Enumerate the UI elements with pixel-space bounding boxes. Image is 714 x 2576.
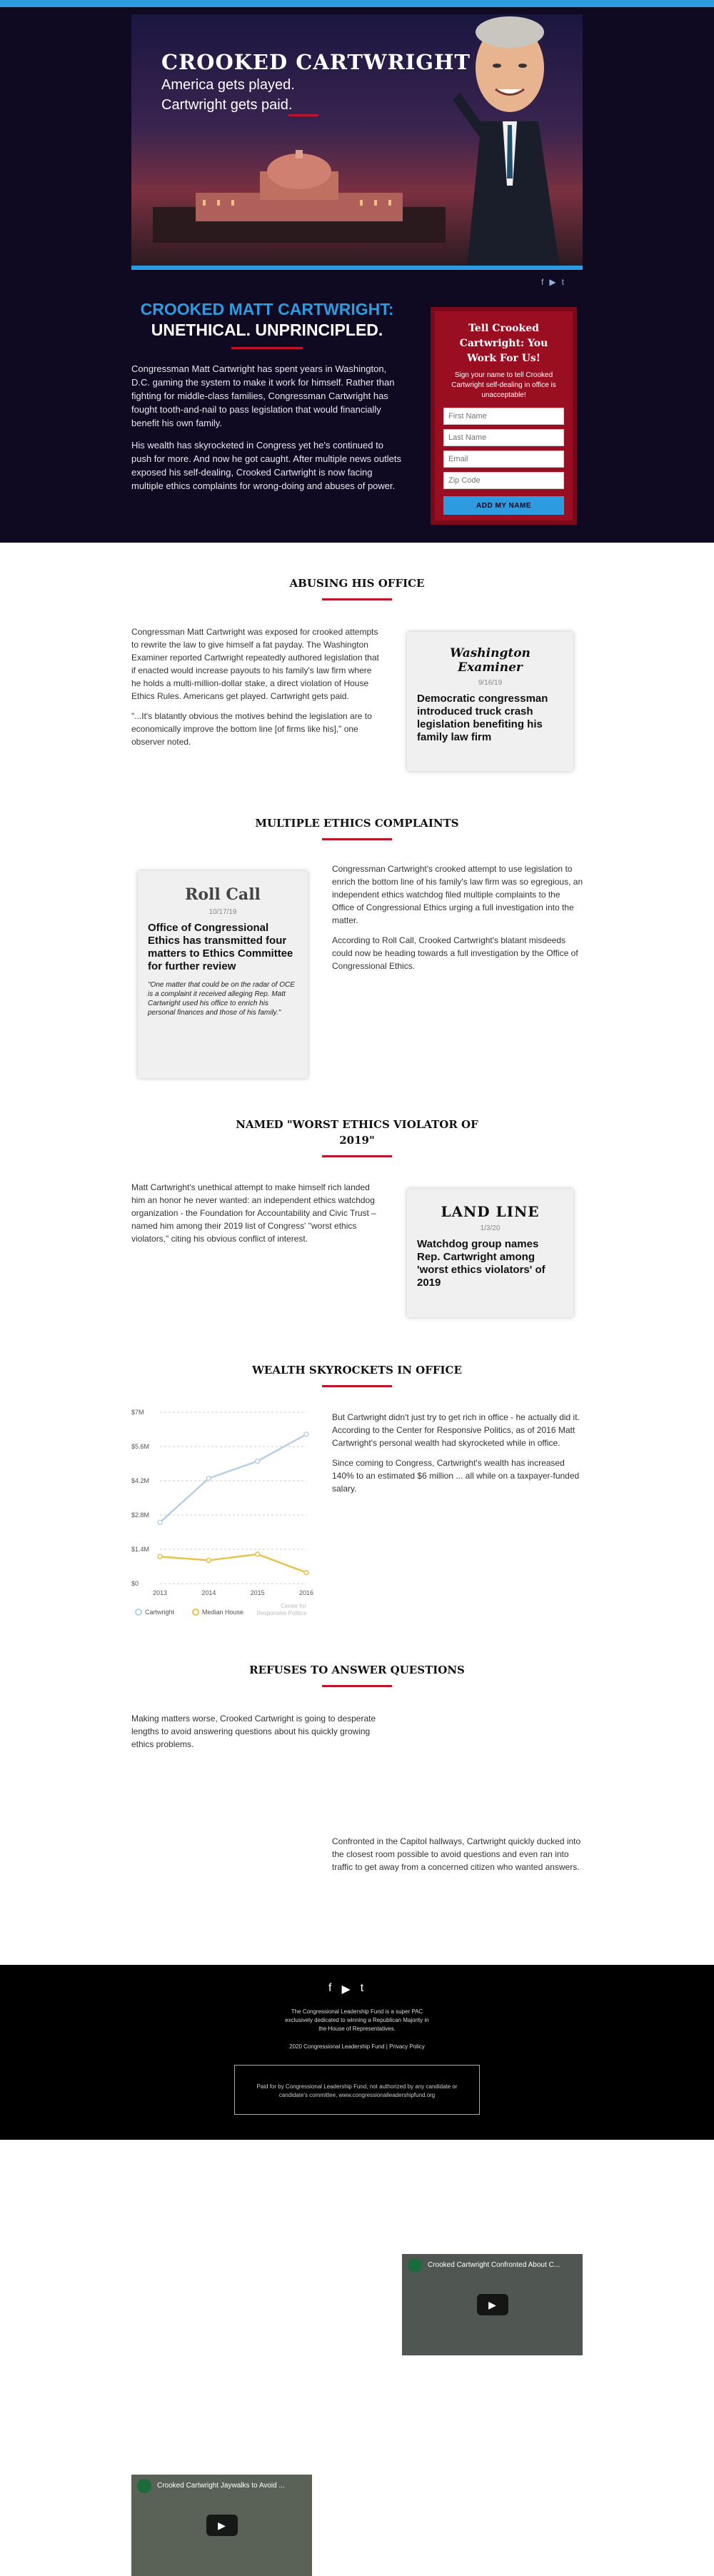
- play-button-icon[interactable]: ▶: [206, 2515, 238, 2536]
- series-line-median-house: [160, 1554, 306, 1573]
- data-point: [256, 1552, 260, 1556]
- clipping-headline: Democratic congressman introduced truck crash legislation benefiting his family law firm: [417, 693, 548, 743]
- hero-banner: [131, 14, 583, 268]
- legend-label: Cartwright: [145, 1609, 175, 1616]
- clipping-quote: "One matter that could be on the radar of OCE is a complaint it received alleging Rep. Matt Cartwright used his office to enrich his personal finances and those of his family.": [148, 981, 295, 1017]
- section-divider: [322, 838, 392, 840]
- capitol-illustration: [153, 150, 446, 243]
- section-heading-line-2: 2019": [339, 1134, 375, 1147]
- section-divider: [322, 598, 392, 600]
- clipping-headline: Office of Congressional Ethics has transmitted four matters to Ethics Committee for further review: [148, 922, 293, 972]
- section-heading: REFUSES TO ANSWER QUESTIONS: [249, 1664, 465, 1676]
- data-point: [206, 1558, 211, 1562]
- section-abusing-office: [0, 577, 714, 600]
- play-button-icon[interactable]: ▶: [477, 2294, 508, 2315]
- channel-avatar: [408, 2258, 422, 2273]
- legend-marker: [193, 1609, 198, 1615]
- hero-subtitle-2: Cartwright gets paid.: [161, 97, 293, 113]
- intro-paragraph-2: His wealth has skyrocketed in Congress yet he's continued to push for more. And now he got caught. After multiple news outlets exposed his self-dealing, Crooked Cartwright is now facing multiple ethics complaints for wrong-doing and abuses of power.: [131, 440, 401, 491]
- section-heading: ABUSING HIS OFFICE: [289, 577, 425, 590]
- data-point: [206, 1476, 211, 1481]
- facebook-icon[interactable]: f: [328, 1982, 332, 1994]
- footer-social-links: [328, 1982, 363, 1996]
- section-heading-line-1: NAMED "WORST ETHICS VIOLATOR OF: [236, 1118, 478, 1131]
- video-title: Crooked Cartwright Jaywalks to Avoid ...: [157, 2482, 285, 2490]
- zip-code-field[interactable]: [443, 472, 564, 489]
- intro-paragraph-1: Congressman Matt Cartwright has spent years in Washington, D.C. gaming the system to make it work for himself. Rather than fighting for middle-class families, Congressman Cartwright has fought tooth-and-nail to pass legislation that would financially benefit his own family.: [131, 363, 395, 428]
- intro-heading-2: UNETHICAL. UNPRINCIPLED.: [151, 321, 383, 339]
- section1-paragraph-2: "...It's blatantly obvious the motives behind the legislation are to economically improve the bottom line [of firms like his]," one observer noted.: [131, 711, 372, 747]
- section-divider: [322, 1385, 392, 1387]
- video-player-jaywalks[interactable]: [131, 2475, 312, 2576]
- section3-paragraph-1: Matt Cartwright's unethical attempt to make himself rich landed him an honor he never wanted: an independent ethics watchdog organization - the Foundation for Accountability and Civic Trust – named him among their 2019 list of Congress' "worst ethics violators," citing his obvious conflict of interest.: [131, 1182, 376, 1244]
- first-name-field[interactable]: [443, 408, 564, 425]
- section-refuses-questions: [0, 1664, 714, 1687]
- youtube-icon[interactable]: ▶: [341, 1983, 351, 1996]
- footer-links[interactable]: 2020 Congressional Leadership Fund | Privacy Policy: [289, 2043, 425, 2050]
- news-clipping-examiner: [407, 632, 573, 771]
- y-tick-label: $4.2M: [131, 1477, 150, 1484]
- intro-heading-1: CROOKED MATT CARTWRIGHT:: [140, 300, 394, 318]
- section5-paragraph-1: Making matters worse, Crooked Cartwright is going to desperate lengths to avoid answering questions about his quickly growing ethics problems.: [131, 1714, 376, 1749]
- video-player-confronted[interactable]: [402, 2254, 583, 2355]
- examiner-logo: Washington Examiner: [450, 646, 531, 675]
- section2-paragraph-2: According to Roll Call, Crooked Cartwright's blatant misdeeds could now be heading towards a full investigation by the Office of Congressional Ethics.: [332, 935, 578, 971]
- y-tick-label: $1.4M: [131, 1546, 150, 1553]
- hero-title: CROOKED CARTWRIGHT: [161, 50, 471, 74]
- video-title: Crooked Cartwright Confronted About C...: [428, 2261, 560, 2269]
- y-tick-label: $2.8M: [131, 1511, 150, 1519]
- section-ethics-complaints: [0, 817, 714, 840]
- email-field[interactable]: [443, 451, 564, 468]
- section4-paragraph-1: But Cartwright didn't just try to get rich in office - he actually did it. According to the Center for Responsive Politics, as of 2016 Matt Cartwright's personal wealth had skyrocketed while in office.: [332, 1412, 580, 1448]
- section1-text: [131, 625, 383, 755]
- section3-text: [131, 1181, 383, 1252]
- section1-paragraph-1: Congressman Matt Cartwright was exposed for crooked attempts to rewrite the law to give himself a fat payday. The Washington Examiner reported Cartwright repeatedly authored legislation that if enacted would increase payouts to his family's law firm where he holds a multi-million-dollar stake, a direct violation of House Ethics Rules. Americans get played. Cartwright gets paid.: [131, 627, 379, 701]
- data-point: [256, 1459, 260, 1464]
- form-subtitle: Sign your name to tell Crooked Cartwright self-dealing in office is unacceptable!: [451, 371, 556, 399]
- y-tick-label: $5.6M: [131, 1443, 150, 1450]
- section5-text-1: [131, 1712, 383, 1758]
- section4-text: [332, 1411, 583, 1502]
- clipping-date: 1/3/20: [480, 1224, 501, 1232]
- facebook-icon[interactable]: f: [541, 277, 544, 287]
- data-point: [158, 1554, 162, 1559]
- form-title: Tell Crooked Cartwright: You Work For Us!: [459, 323, 548, 364]
- section2-paragraph-1: Congressman Cartwright's crooked attempt to use legislation to enrich the bottom line of his family's law firm was so egregious, an independent ethics watchdog filed multiple complaints to the Office of Congressional Ethics urging a full investigation into the matter.: [332, 864, 583, 925]
- series-line-cartwright: [160, 1434, 306, 1522]
- section-heading: MULTIPLE ETHICS COMPLAINTS: [255, 817, 459, 830]
- section5-text-2: [332, 1835, 583, 1881]
- section-divider: [322, 1155, 392, 1157]
- clipping-date: 9/16/19: [478, 679, 503, 687]
- legend-label: Median House: [202, 1609, 244, 1616]
- hero-blue-bar: [131, 266, 583, 270]
- petition-form: [431, 307, 577, 525]
- paid-for-disclaimer: Paid for by Congressional Leadership Fund, not authorized by any candidate or candidate's committee, www.congressionalleadershipfund.org: [234, 2065, 480, 2115]
- data-point: [304, 1571, 308, 1575]
- x-tick-label: 2015: [250, 1589, 265, 1596]
- twitter-icon[interactable]: t: [360, 1982, 364, 1994]
- header-section: [0, 7, 714, 543]
- add-my-name-button[interactable]: ADD MY NAME: [443, 496, 564, 515]
- last-name-field[interactable]: [443, 429, 564, 446]
- clipping-date: 10/17/19: [208, 908, 237, 916]
- x-tick-label: 2013: [152, 1589, 168, 1596]
- legend-marker: [136, 1609, 141, 1615]
- roll-call-logo: Roll Call: [185, 885, 261, 904]
- section-wealth: [0, 1364, 714, 1387]
- news-clipping-land-line: [407, 1189, 573, 1317]
- hero-subtitle-1: America gets played.: [161, 77, 295, 93]
- channel-avatar: [137, 2479, 151, 2493]
- clipping-headline: Watchdog group names Rep. Cartwright among 'worst ethics violators' of 2019: [417, 1238, 545, 1289]
- section-divider: [322, 1685, 392, 1687]
- intro-divider: [231, 347, 303, 349]
- cartwright-caricature: [438, 14, 581, 268]
- hero-underline: [288, 114, 318, 116]
- y-tick-label: $7M: [131, 1409, 144, 1416]
- section2-text: [332, 862, 583, 980]
- youtube-icon[interactable]: ▶: [549, 277, 556, 287]
- wealth-line-chart: [131, 1405, 324, 1626]
- chart-source-line-1: Center for: [281, 1603, 306, 1609]
- section5-paragraph-2: Confronted in the Capitol hallways, Cartwright quickly ducked into the closest room possible to avoid questions and even ran into traffic to get away from a concerned citizen who wanted answers.: [332, 1836, 581, 1872]
- section-heading: WEALTH SKYROCKETS IN OFFICE: [252, 1364, 462, 1377]
- land-line-logo: LAND LINE: [441, 1203, 540, 1220]
- intro-block: [131, 300, 403, 501]
- x-tick-label: 2016: [298, 1589, 314, 1596]
- top-accent-bar: [0, 0, 714, 7]
- twitter-icon[interactable]: t: [561, 277, 564, 287]
- chart-source-line-2: Responsive Politics: [256, 1610, 306, 1616]
- site-footer: [0, 1965, 714, 2140]
- data-point: [158, 1520, 162, 1524]
- y-tick-label: $0: [131, 1580, 139, 1587]
- data-point: [304, 1432, 308, 1437]
- section4-paragraph-2: Since coming to Congress, Cartwright's wealth has increased 140% to an estimated $6 million ... all while on a taxpayer-funded salary.: [332, 1458, 580, 1494]
- news-clipping-roll-call: [138, 871, 308, 1078]
- x-tick-label: 2014: [201, 1589, 216, 1596]
- footer-description: The Congressional Leadership Fund is a super PAC exclusively dedicated to winning a Republican Majority in the House of Representatives.: [285, 2008, 429, 2032]
- hero-social-links: [541, 277, 564, 287]
- section-worst-violator: [0, 1118, 714, 1157]
